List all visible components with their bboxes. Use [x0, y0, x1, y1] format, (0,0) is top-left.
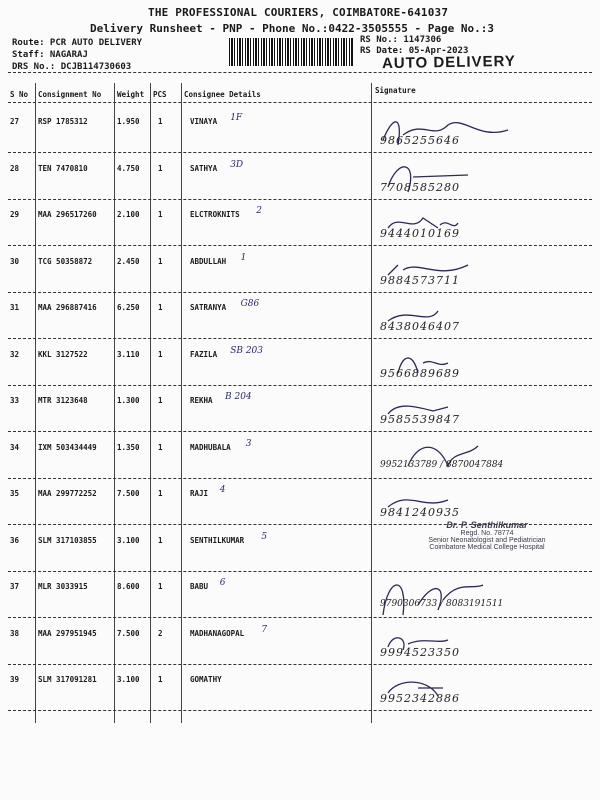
cell-weight: 7.500	[117, 628, 140, 638]
cell-pcs: 1	[158, 256, 163, 266]
cell-pcs: 1	[158, 442, 163, 452]
col-weight: Weight	[117, 90, 145, 99]
table-row	[0, 108, 600, 154]
col-consignee: Consignee Details	[184, 90, 261, 99]
table-row	[0, 341, 600, 387]
cell-consignee: RAJI	[190, 489, 209, 498]
cell-pcs: 1	[158, 117, 163, 126]
table-row	[0, 434, 600, 480]
handwritten-flat-note: 3	[245, 438, 252, 449]
table-row	[0, 201, 600, 247]
cell-weight: 1.950	[117, 117, 140, 126]
divider	[8, 72, 592, 73]
barcode-icon	[229, 38, 353, 66]
row-divider	[8, 152, 592, 153]
handwritten-flat-note: G86	[240, 299, 260, 309]
doctor-stamp	[392, 520, 582, 572]
cell-sno: 27	[10, 117, 20, 126]
handwritten-phone: 9884573711	[380, 273, 460, 287]
cell-consignment: SLM 317091281	[38, 675, 97, 684]
cell-consignment: MAA 299772252	[38, 489, 97, 498]
col-consignment: Consignment No	[38, 90, 102, 99]
cell-pcs: 1	[158, 675, 163, 684]
cell-pcs: 1	[158, 210, 163, 219]
cell-weight: 1.300	[117, 396, 140, 405]
handwritten-flat-note: 4	[219, 485, 226, 495]
signature-scribble	[378, 436, 578, 478]
row-divider	[8, 245, 592, 246]
cell-weight: 2.450	[117, 256, 140, 266]
table-row	[0, 248, 600, 294]
cell-sno: 32	[10, 349, 20, 359]
cell-consignee: SATRANYA	[190, 303, 227, 312]
handwritten-phone: 9585539847	[380, 413, 460, 426]
doctor-reg: Regd. No. 78774	[460, 530, 514, 537]
row-divider	[8, 199, 592, 200]
handwritten-flat-note: 7	[261, 624, 268, 635]
cell-pcs: 1	[158, 349, 163, 359]
cell-consignment: MAA 296517260	[38, 210, 97, 219]
divider	[8, 102, 592, 103]
cell-consignment: TCG 50358872	[38, 256, 93, 266]
cell-consignment: IXM 503434449	[38, 442, 97, 452]
runsheet-line: Delivery Runsheet - PNP - Phone No.:0422-3505555 - Page No.:3	[90, 22, 494, 35]
handwritten-phone: 9790306733 / 8083191511	[380, 599, 504, 609]
cell-pcs: 1	[158, 582, 163, 591]
handwritten-phone: 7708585280	[380, 180, 460, 194]
cell-weight: 3.110	[117, 349, 140, 359]
handwritten-flat-note: 2	[256, 206, 262, 216]
cell-consignee: MADHANAGOPAL	[190, 628, 245, 638]
cell-pcs: 1	[158, 163, 163, 173]
cell-sno: 36	[10, 535, 20, 545]
handwritten-phone: 9566889689	[380, 366, 460, 380]
table-row	[0, 620, 600, 666]
cell-sno: 39	[10, 675, 20, 684]
cell-consignee: ABDULLAH	[190, 256, 227, 266]
cell-sno: 37	[10, 582, 20, 591]
handwritten-phone: 9994523350	[380, 645, 460, 659]
staff: Staff: NAGARAJ	[12, 50, 88, 60]
auto-delivery-stamp: AUTO DELIVERY	[381, 52, 516, 73]
cell-consignee: REKHA	[190, 396, 213, 405]
row-divider	[8, 664, 592, 665]
col-signature: Signature	[375, 86, 416, 95]
cell-consignee: MADHUBALA	[190, 442, 231, 452]
cell-weight: 8.600	[117, 582, 140, 591]
row-divider	[8, 478, 592, 479]
route: Route: PCR AUTO DELIVERY	[12, 38, 143, 48]
cell-pcs: 1	[158, 535, 163, 545]
doctor-name: Dr. P. Senthilkumar	[446, 520, 528, 530]
row-divider	[8, 292, 592, 293]
handwritten-phone: 9444010169	[380, 227, 460, 240]
handwritten-flat-note: 3D	[230, 159, 244, 170]
row-divider	[8, 338, 592, 339]
handwritten-flat-note: B 204	[225, 392, 252, 402]
table-row	[0, 573, 600, 619]
row-divider	[8, 431, 592, 432]
table-row	[0, 294, 600, 340]
cell-sno: 38	[10, 628, 20, 638]
cell-weight: 1.350	[117, 442, 140, 452]
company-title: THE PROFESSIONAL COURIERS, COIMBATORE-641037	[148, 6, 449, 19]
cell-pcs: 1	[158, 396, 163, 405]
handwritten-phone: 9952133789 / 8870047884	[380, 459, 504, 470]
cell-pcs: 2	[158, 628, 163, 638]
handwritten-phone: 9865255646	[380, 134, 460, 147]
cell-consignee: ELCTROKNITS	[190, 210, 240, 219]
table-row	[0, 387, 600, 433]
cell-consignee: FAZILA	[190, 349, 218, 359]
handwritten-flat-note: 6	[219, 578, 226, 588]
cell-consignment: MAA 296887416	[38, 303, 97, 312]
cell-consignment: KKL 3127522	[38, 349, 88, 359]
handwritten-flat-note: 1F	[230, 113, 243, 123]
rs-number: RS No.: 1147306	[360, 35, 442, 45]
cell-consignment: MAA 297951945	[38, 628, 97, 638]
cell-sno: 35	[10, 489, 20, 498]
handwritten-phone: 9841240935	[380, 506, 460, 519]
handwritten-phone: 9952342886	[380, 692, 460, 705]
cell-sno: 33	[10, 396, 20, 405]
cell-consignee: GOMATHY	[190, 675, 222, 684]
handwritten-flat-note: 5	[261, 531, 268, 542]
cell-weight: 6.250	[117, 303, 140, 312]
cell-weight: 3.100	[117, 535, 140, 545]
row-divider	[8, 710, 592, 711]
cell-weight: 4.750	[117, 163, 140, 173]
cell-consignment: SLM 317103855	[38, 535, 97, 545]
handwritten-flat-note: SB 203	[230, 345, 264, 356]
doctor-hospital: Coimbatore Medical College Hospital	[429, 544, 545, 551]
handwritten-flat-note: 1	[240, 252, 247, 263]
cell-consignment: RSP 1785312	[38, 117, 88, 126]
cell-sno: 30	[10, 256, 20, 266]
cell-pcs: 1	[158, 489, 163, 498]
cell-consignment: MTR 3123648	[38, 396, 88, 405]
table-row	[0, 155, 600, 201]
handwritten-phone: 8438046407	[380, 320, 460, 333]
cell-pcs: 1	[158, 303, 163, 312]
cell-consignment: MLR 3033915	[38, 582, 88, 591]
table-row	[0, 666, 600, 712]
row-divider	[8, 385, 592, 386]
cell-weight: 7.500	[117, 489, 140, 498]
cell-consignment: TEN 7470810	[38, 163, 88, 173]
col-sno: S No	[10, 90, 29, 99]
cell-consignee: SATHYA	[190, 163, 218, 173]
row-divider	[8, 617, 592, 618]
cell-sno: 29	[10, 210, 20, 219]
doctor-title: Senior Neonatologist and Pediatrician	[428, 537, 546, 544]
cell-sno: 31	[10, 303, 20, 312]
col-pcs: PCS	[153, 90, 167, 99]
cell-sno: 34	[10, 442, 20, 452]
cell-weight: 2.100	[117, 210, 140, 219]
cell-consignee: VINAYA	[190, 117, 218, 126]
rs-date: RS Date: 05-Apr-2023	[360, 46, 469, 56]
signature-scribble	[378, 575, 578, 617]
cell-weight: 3.100	[117, 675, 140, 684]
drs-number: DRS No.: DCJB114730603	[12, 62, 132, 72]
cell-sno: 28	[10, 163, 20, 173]
cell-consignee: SENTHILKUMAR	[190, 535, 245, 545]
cell-consignee: BABU	[190, 582, 209, 591]
